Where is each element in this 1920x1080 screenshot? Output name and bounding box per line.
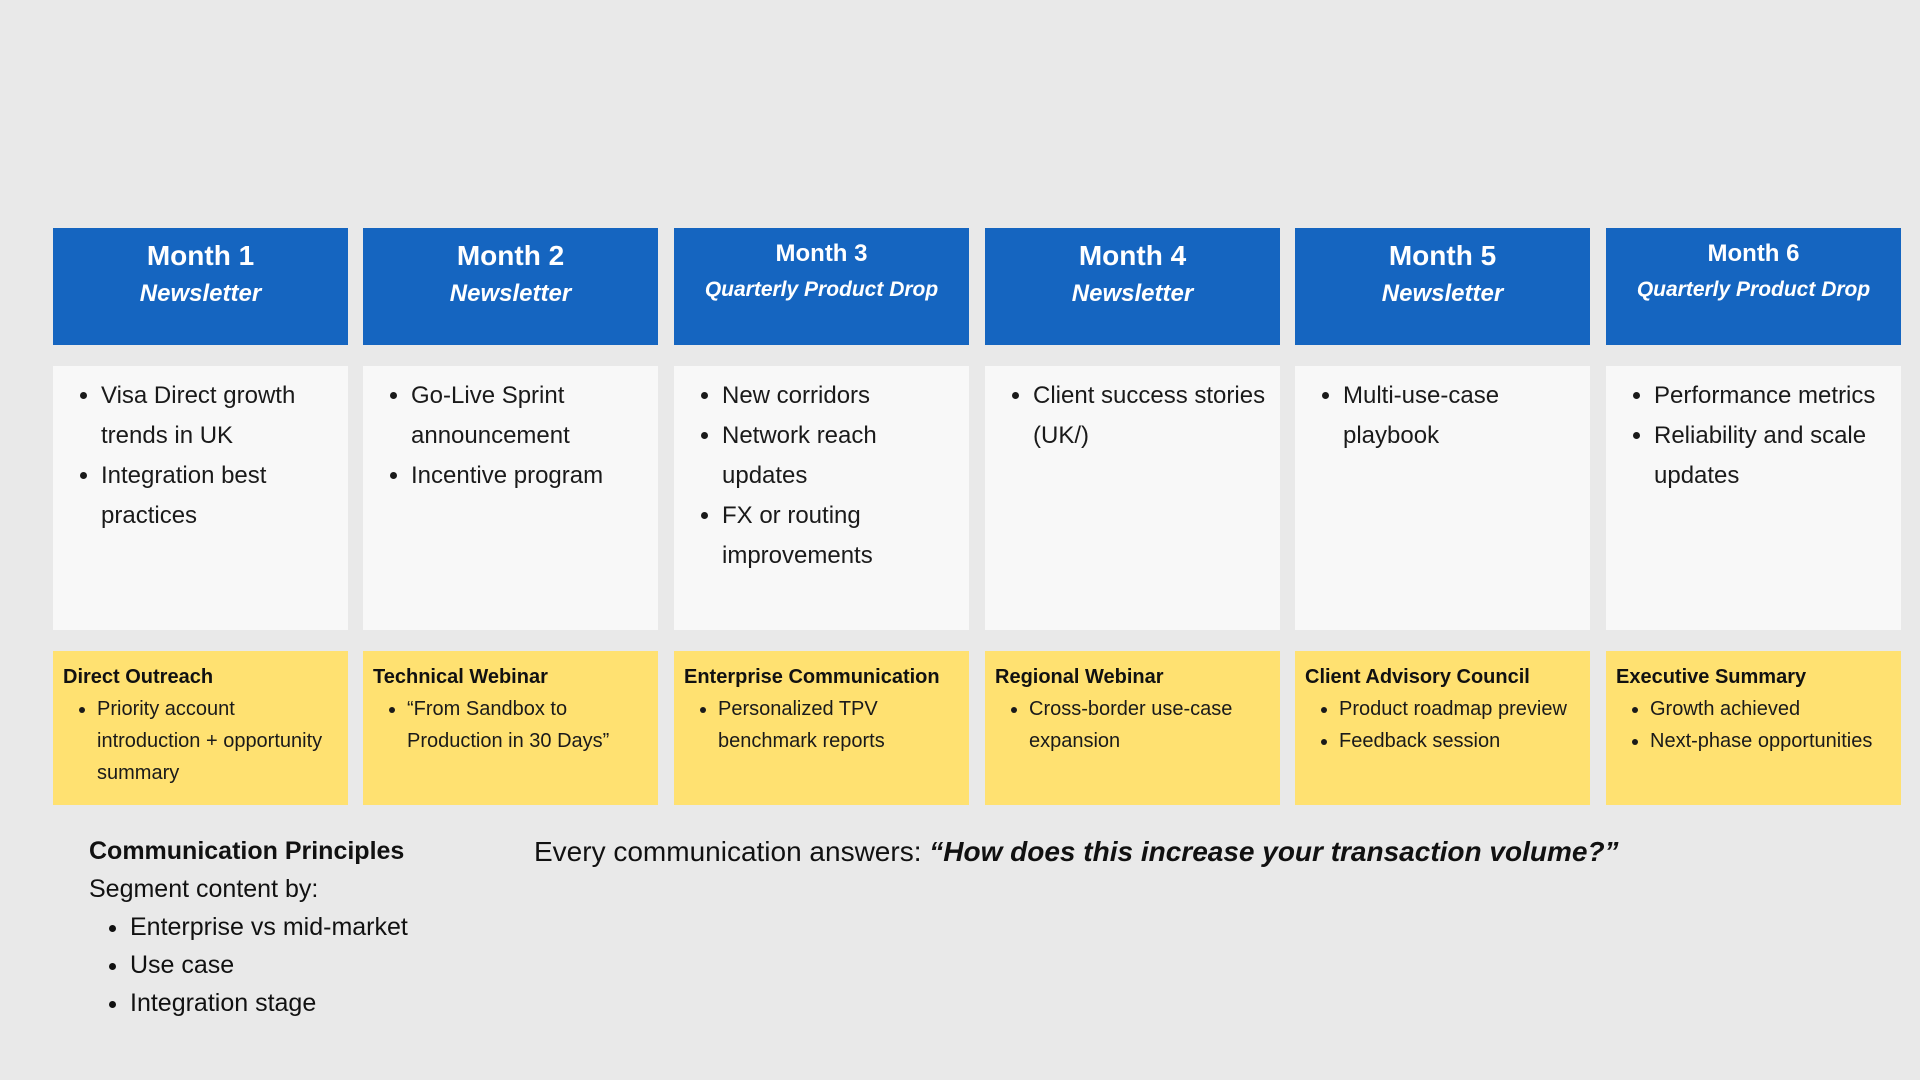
activity-bullet: • Personalized TPV benchmark reports: [718, 693, 961, 757]
guiding-question: [534, 832, 1884, 872]
month-header-2: [363, 228, 658, 345]
content-box-2: [363, 366, 658, 630]
activity-title: Technical Webinar: [373, 666, 548, 688]
month-header-4: [985, 228, 1280, 345]
communication-type: Quarterly Product Drop: [1636, 278, 1871, 301]
activity-bullet: • Growth achieved: [1650, 693, 1893, 725]
month-header-3: [674, 228, 969, 345]
month-header-5: [1295, 228, 1590, 345]
content-bullet: • Go-Live Sprint announcement: [411, 376, 648, 456]
activity-title: Direct Outreach: [63, 666, 214, 688]
communication-type: Newsletter: [139, 280, 262, 307]
content-box-3: [674, 366, 969, 630]
activity-title: Enterprise Communication: [684, 666, 940, 688]
content-bullet: • Client success stories (UK/): [1033, 376, 1270, 456]
month-column-3: [674, 228, 969, 805]
month-column-1: [53, 228, 348, 805]
principle-item: • Enterprise vs mid-market: [130, 908, 509, 946]
content-bullet: • Visa Direct growth trends in UK: [101, 376, 338, 456]
content-bullet: • Performance metrics: [1654, 376, 1891, 416]
activity-bullet: • “From Sandbox to Production in 30 Days”: [407, 693, 650, 757]
content-bullet: • Integration best practices: [101, 456, 338, 536]
principle-item: • Use case: [130, 946, 509, 984]
activity-box-2: [363, 651, 658, 805]
tagline-prefix: Every communication answers:: [534, 836, 930, 867]
activity-bullet: • Cross-border use-case expansion: [1029, 693, 1272, 757]
communication-principles: [89, 832, 509, 1022]
activity-bullet: • Next-phase opportunities: [1650, 725, 1893, 757]
month-title: Month 4: [1078, 240, 1187, 271]
content-box-5: [1295, 366, 1590, 630]
activity-box-5: [1295, 651, 1590, 805]
tagline-question: “How does this increase your transaction volume?”: [929, 836, 1619, 867]
month-column-6: [1606, 228, 1901, 805]
principles-lead: Segment content by:: [89, 875, 319, 903]
activity-box-6: [1606, 651, 1901, 805]
activity-box-3: [674, 651, 969, 805]
activity-box-4: [985, 651, 1280, 805]
month-title: Month 3: [775, 240, 868, 267]
month-header-1: [53, 228, 348, 345]
activity-title: Executive Summary: [1616, 666, 1807, 688]
communication-type: Newsletter: [1071, 280, 1194, 307]
content-box-1: [53, 366, 348, 630]
content-bullet: • Reliability and scale updates: [1654, 416, 1891, 496]
principles-title: Communication Principles: [89, 837, 405, 865]
month-column-4: [985, 228, 1280, 805]
month-column-5: [1295, 228, 1590, 805]
activity-title: Client Advisory Council: [1305, 666, 1530, 688]
month-column-2: [363, 228, 658, 805]
content-bullet: • Multi-use-case playbook: [1343, 376, 1580, 456]
month-title: Month 1: [146, 240, 255, 271]
activity-title: Regional Webinar: [995, 666, 1164, 688]
communication-type: Quarterly Product Drop: [704, 278, 939, 301]
month-title: Month 2: [456, 240, 565, 271]
activity-bullet: • Priority account introduction + opportunity summary: [97, 693, 340, 789]
activity-bullet: • Product roadmap preview: [1339, 693, 1582, 725]
principle-item: • Integration stage: [130, 984, 509, 1022]
content-box-6: [1606, 366, 1901, 630]
communication-type: Newsletter: [1381, 280, 1504, 307]
month-header-6: [1606, 228, 1901, 345]
content-bullet: • New corridors: [722, 376, 959, 416]
activity-box-1: [53, 651, 348, 805]
content-bullet: • FX or routing improvements: [722, 496, 959, 576]
content-bullet: • Network reach updates: [722, 416, 959, 496]
month-title: Month 6: [1707, 240, 1800, 267]
activity-bullet: • Feedback session: [1339, 725, 1582, 757]
content-box-4: [985, 366, 1280, 630]
communication-type: Newsletter: [449, 280, 572, 307]
content-bullet: • Incentive program: [411, 456, 648, 496]
month-title: Month 5: [1388, 240, 1497, 271]
